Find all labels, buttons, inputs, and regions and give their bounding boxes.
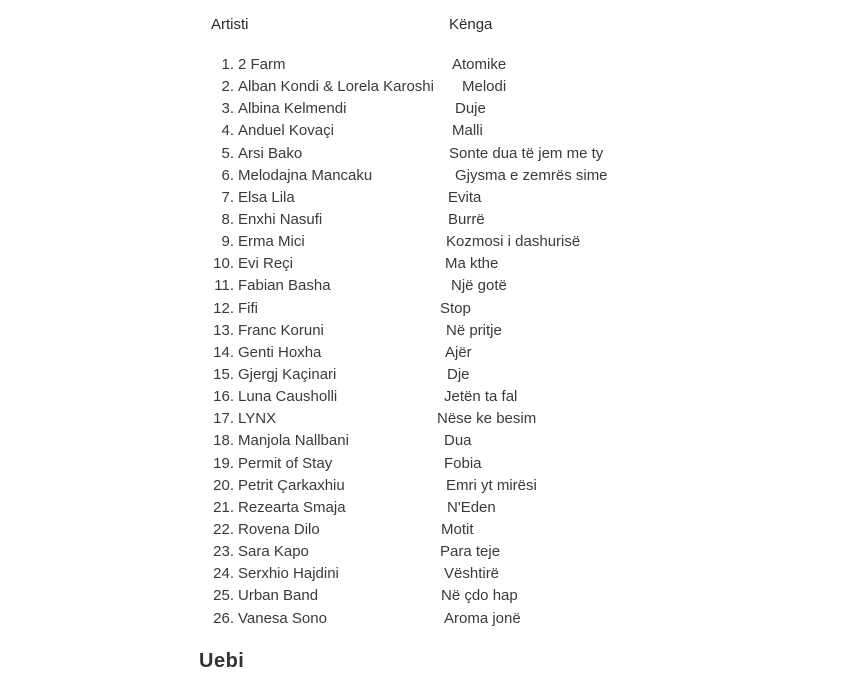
entry-artist: Manjola Nallbani — [238, 432, 349, 450]
entry-artist: Erma Mici — [238, 233, 305, 251]
entry-number: 8. — [221, 210, 234, 228]
entry-song: Dje — [447, 365, 470, 383]
entry-song: Ajër — [445, 343, 472, 361]
entry-number: 7. — [221, 188, 234, 206]
entry-artist: Rezearta Smaja — [238, 498, 346, 516]
entry-number: 15. — [213, 365, 234, 383]
list-item — [0, 563, 855, 585]
entry-number: 21. — [213, 498, 234, 516]
list-item — [0, 143, 855, 165]
entry-number: 20. — [213, 476, 234, 494]
entry-song: Para teje — [440, 543, 501, 561]
entry-artist: Evi Reçi — [238, 255, 294, 273]
entry-artist: Elsa Lila — [238, 188, 295, 206]
entry-number: 19. — [213, 454, 234, 472]
entry-artist: Arsi Bako — [238, 144, 303, 162]
list-item — [0, 120, 855, 142]
entry-artist: Fabian Basha — [238, 277, 331, 295]
entry-artist: Rovena Dilo — [238, 520, 320, 538]
list-item — [0, 541, 855, 563]
entry-song: Motit — [441, 520, 474, 538]
list-item — [0, 342, 855, 364]
entry-song: Evita — [448, 188, 482, 206]
entry-song: Një gotë — [451, 277, 507, 295]
list-item — [0, 386, 855, 408]
entry-artist: Luna Causholli — [238, 388, 338, 406]
entry-artist: Vanesa Sono — [238, 609, 327, 627]
entry-artist: Genti Hoxha — [238, 343, 322, 361]
entry-song: Emri yt mirësi — [446, 476, 537, 494]
list-item — [0, 187, 855, 209]
entry-song: Sonte dua të jem me ty — [449, 144, 604, 162]
entry-number: 4. — [221, 122, 234, 140]
list-item — [0, 275, 855, 297]
entry-song: Duje — [455, 100, 486, 118]
list-item — [0, 608, 855, 630]
list-item — [0, 364, 855, 386]
list-item — [0, 209, 855, 231]
entry-song: Atomike — [452, 56, 507, 73]
entry-artist: Franc Koruni — [238, 321, 324, 339]
entry-number: 26. — [213, 609, 234, 627]
list-item — [0, 165, 855, 187]
entry-number: 9. — [221, 233, 234, 251]
next-section-heading: Uebi — [199, 650, 245, 672]
entry-number: 5. — [221, 144, 234, 162]
entry-artist: Albina Kelmendi — [238, 100, 347, 118]
entry-number: 16. — [213, 388, 234, 406]
entry-number: 12. — [213, 299, 234, 317]
entry-song: Stop — [440, 299, 471, 317]
entry-song: N'Eden — [447, 498, 496, 516]
entry-artist: 2 Farm — [238, 56, 286, 73]
entry-song: Burrë — [448, 210, 485, 228]
entry-artist: Anduel Kovaçi — [238, 122, 334, 140]
entry-artist: Enxhi Nasufi — [238, 210, 323, 228]
entry-song: Jetën ta fal — [444, 388, 518, 406]
entry-song: Melodi — [462, 78, 507, 96]
entry-number: 14. — [213, 343, 234, 361]
list-item — [0, 453, 855, 475]
entry-song: Malli — [452, 122, 483, 140]
entry-number: 11. — [214, 277, 234, 295]
entry-song: Në çdo hap — [441, 587, 518, 605]
entry-number: 25. — [213, 587, 234, 605]
list-item — [0, 320, 855, 342]
entry-artist: Melodajna Mancaku — [238, 166, 373, 184]
list-item — [0, 430, 855, 452]
entry-number: 6. — [221, 166, 234, 184]
list-item — [0, 408, 855, 430]
entry-artist: Alban Kondi & Lorela Karoshi — [238, 78, 434, 96]
entry-song: Aroma jonë — [444, 609, 521, 627]
entry-number: 13. — [213, 321, 234, 339]
entry-song: Vështirë — [444, 565, 500, 583]
list-item — [0, 497, 855, 519]
entry-number: 2. — [221, 78, 234, 96]
list-item — [0, 585, 855, 607]
entry-artist: Serxhio Hajdini — [238, 565, 339, 583]
participants-list — [0, 54, 855, 630]
entry-artist: Urban Band — [238, 587, 319, 605]
list-item — [0, 76, 855, 98]
entry-song: Gjysma e zemrës sime — [455, 166, 608, 184]
entry-artist: Gjergj Kaçinari — [238, 365, 337, 383]
entry-artist: Fifi — [238, 299, 258, 317]
entry-number: 18. — [213, 432, 234, 450]
entry-artist: Permit of Stay — [238, 454, 333, 472]
entry-number: 23. — [213, 543, 234, 561]
entry-song: Ma kthe — [445, 255, 499, 273]
entry-artist: LYNX — [238, 410, 277, 428]
column-header-song: Kënga — [449, 16, 493, 33]
entry-song: Nëse ke besim — [437, 410, 537, 428]
entry-song: Në pritje — [446, 321, 502, 339]
list-item — [0, 519, 855, 541]
entry-artist: Sara Kapo — [238, 543, 309, 561]
entry-number: 10. — [213, 255, 234, 273]
entry-number: 1. — [221, 56, 234, 73]
list-item — [0, 54, 855, 76]
entry-song: Fobia — [444, 454, 482, 472]
entry-number: 22. — [213, 520, 234, 538]
entry-artist: Petrit Çarkaxhiu — [238, 476, 345, 494]
list-item — [0, 298, 855, 320]
entry-number: 17. — [213, 410, 234, 428]
entry-number: 3. — [221, 100, 234, 118]
list-item — [0, 231, 855, 253]
list-item — [0, 253, 855, 275]
list-item — [0, 98, 855, 120]
entry-number: 24. — [213, 565, 234, 583]
list-item — [0, 475, 855, 497]
entry-song: Dua — [444, 432, 472, 450]
column-header-artist: Artisti — [211, 16, 249, 33]
entry-song: Kozmosi i dashurisë — [446, 233, 581, 251]
